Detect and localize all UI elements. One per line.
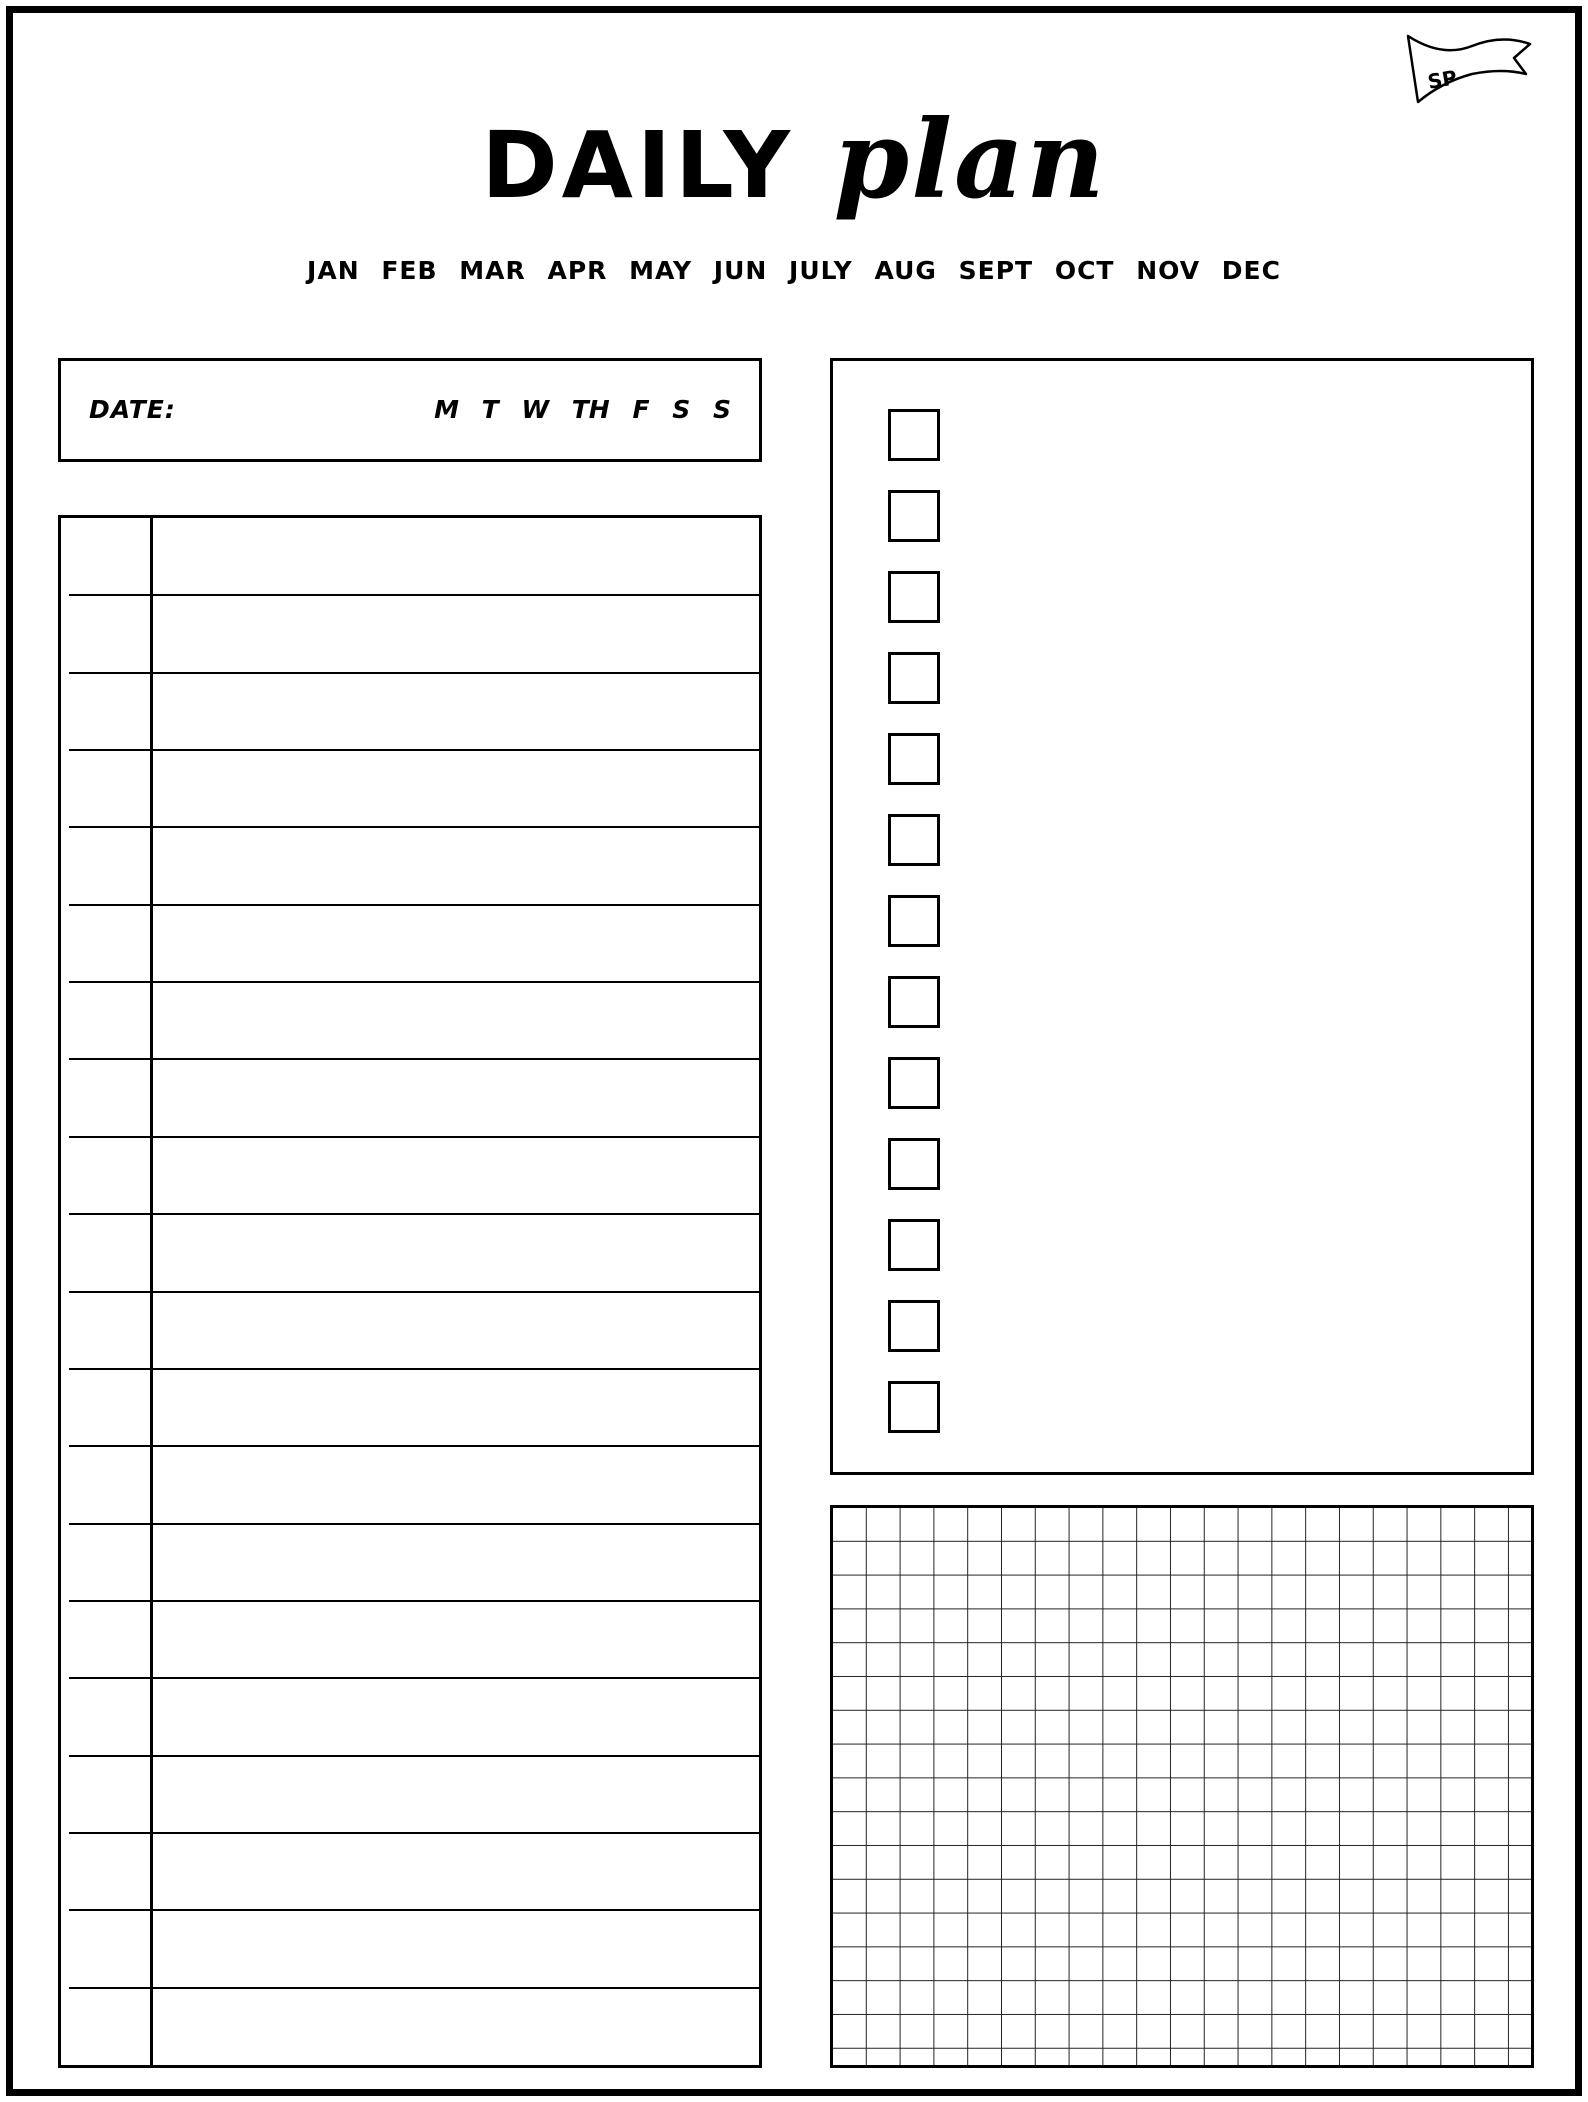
date-box[interactable] — [58, 358, 762, 462]
month-mar[interactable]: MAR — [459, 256, 526, 285]
schedule-row-line — [69, 904, 759, 906]
schedule-row-line — [69, 749, 759, 751]
schedule-row-line — [69, 981, 759, 983]
month-dec[interactable]: DEC — [1221, 256, 1281, 285]
day-wednesday[interactable]: W — [521, 395, 550, 424]
todo-checkbox[interactable] — [888, 490, 940, 542]
schedule-row-line — [69, 1987, 759, 1989]
logo-text: SP — [1425, 65, 1459, 94]
todo-checkbox[interactable] — [888, 895, 940, 947]
month-jun[interactable]: JUN — [713, 256, 768, 285]
schedule-row-line — [69, 1291, 759, 1293]
todo-checkbox[interactable] — [888, 1219, 940, 1271]
schedule-row-line — [69, 594, 759, 596]
page-title — [0, 95, 1588, 231]
date-label: DATE: — [89, 395, 176, 424]
title-word-daily: DAILY — [481, 112, 795, 219]
day-tuesday[interactable]: T — [481, 395, 499, 424]
schedule-row-line — [69, 1058, 759, 1060]
day-friday[interactable]: F — [632, 395, 650, 424]
month-nov[interactable]: NOV — [1136, 256, 1201, 285]
month-oct[interactable]: OCT — [1054, 256, 1115, 285]
day-sunday[interactable]: S — [712, 395, 731, 424]
weekday-selector — [420, 395, 731, 424]
todo-checkbox[interactable] — [888, 1057, 940, 1109]
day-saturday[interactable]: S — [672, 395, 691, 424]
schedule-row-line — [69, 1213, 759, 1215]
month-aug[interactable]: AUG — [874, 256, 937, 285]
title-word-plan: plan — [833, 97, 1107, 223]
schedule-row-line — [69, 1755, 759, 1757]
todo-checkbox[interactable] — [888, 652, 940, 704]
todo-checkbox[interactable] — [888, 814, 940, 866]
todo-checkbox[interactable] — [888, 733, 940, 785]
todo-checkbox[interactable] — [888, 976, 940, 1028]
schedule-row-line — [69, 1523, 759, 1525]
todo-checkbox[interactable] — [888, 1300, 940, 1352]
schedule-row-line — [69, 1677, 759, 1679]
day-thursday[interactable]: TH — [571, 395, 610, 424]
schedule-row-line — [69, 1909, 759, 1911]
notes-grid[interactable] — [830, 1505, 1534, 2068]
month-selector — [0, 256, 1588, 285]
month-jan[interactable]: JAN — [307, 256, 360, 285]
day-monday[interactable]: M — [434, 395, 459, 424]
month-may[interactable]: MAY — [629, 256, 693, 285]
todo-checkbox[interactable] — [888, 409, 940, 461]
schedule-row-line — [69, 672, 759, 674]
schedule-table[interactable] — [58, 515, 762, 2068]
todo-checkbox[interactable] — [888, 571, 940, 623]
svg-text:SP — [1426, 65, 1459, 94]
todo-list — [830, 358, 1534, 1475]
schedule-row-line — [69, 1832, 759, 1834]
schedule-row-line — [69, 1600, 759, 1602]
todo-checkbox[interactable] — [888, 1138, 940, 1190]
month-apr[interactable]: APR — [547, 256, 608, 285]
month-feb[interactable]: FEB — [381, 256, 438, 285]
schedule-row-line — [69, 826, 759, 828]
month-sept[interactable]: SEPT — [958, 256, 1034, 285]
schedule-row-line — [69, 1445, 759, 1447]
schedule-row-line — [69, 1368, 759, 1370]
month-july[interactable]: JULY — [789, 256, 853, 285]
todo-checkbox[interactable] — [888, 1381, 940, 1433]
schedule-row-line — [69, 1136, 759, 1138]
